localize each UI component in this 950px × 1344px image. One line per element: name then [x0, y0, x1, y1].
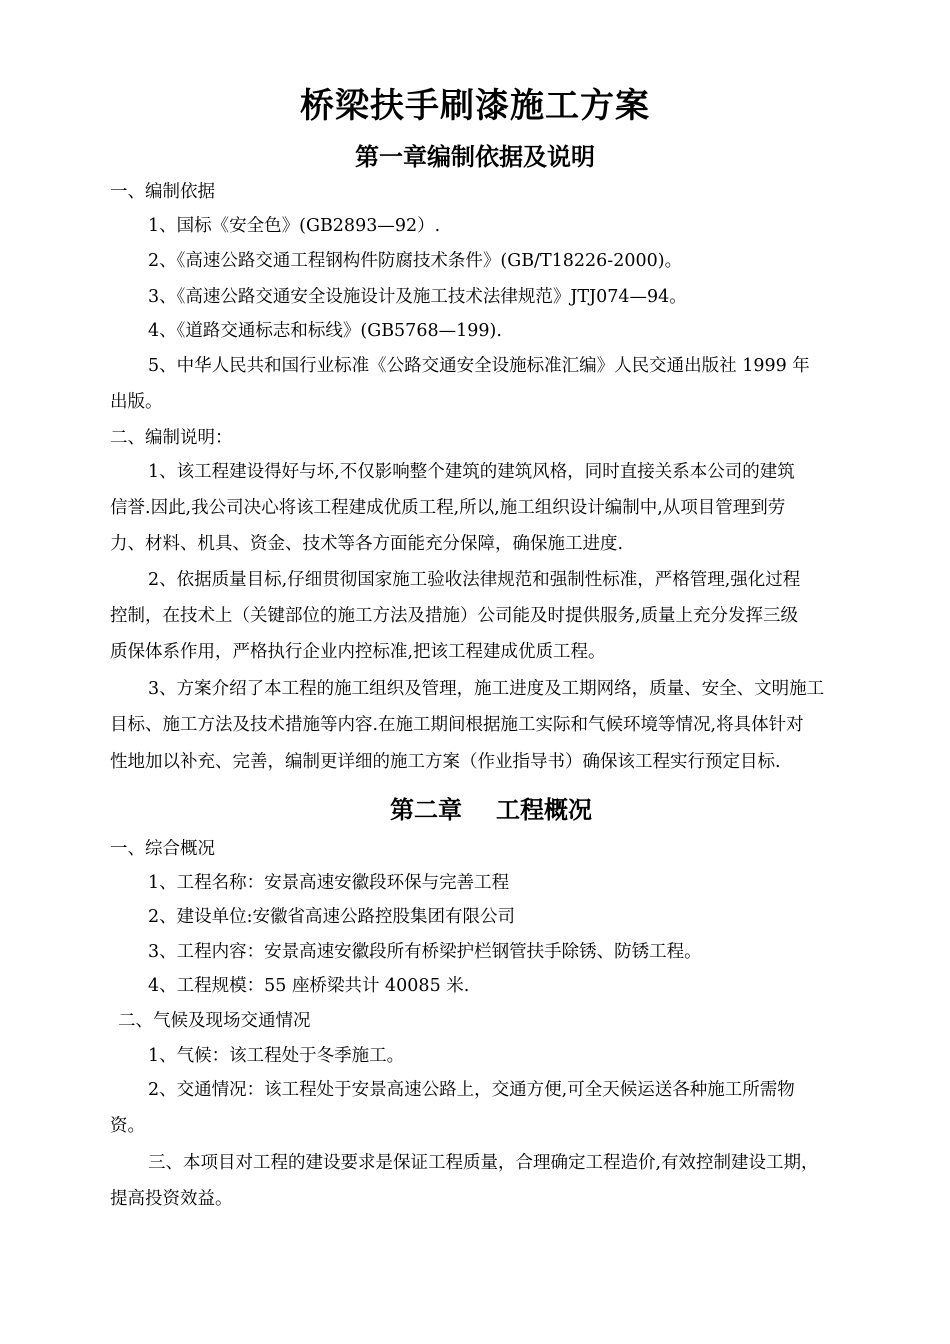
chapter2-heading-number: 第二章 [390, 796, 462, 824]
paragraph-line: 信誉.因此,我公司决心将该工程建成优质工程,所以,施工组织设计编制中,从项目管理到劳 [110, 498, 786, 518]
list-item-continuation: 资。 [110, 1116, 145, 1136]
section-title: 一、综合概况 [110, 839, 215, 859]
paragraph-line: 3、方案介绍了本工程的施工组织及管理，施工进度及工期网络，质量、安全、文明施工 [148, 679, 825, 699]
list-item-continuation: 出版。 [110, 392, 163, 412]
section-title: 二、编制说明： [110, 428, 233, 448]
list-item: 2、建设单位:安徽省高速公路控股集团有限公司 [148, 907, 516, 927]
paragraph-line: 性地加以补充、完善，编制更详细的施工方案（作业指导书）确保该工程实行预定目标. [110, 752, 781, 772]
list-item: 5、中华人民共和国行业标准《公路交通安全设施标准汇编》人民交通出版社 1999 年 [148, 356, 810, 376]
paragraph-line: 三、本项目对工程的建设要求是保证工程质量，合理确定工程造价,有效控制建设工期， [148, 1153, 819, 1173]
list-item: 1、工程名称：安景高速安徽段环保与完善工程 [148, 873, 510, 893]
list-item: 1、气候：该工程处于冬季施工。 [148, 1046, 405, 1066]
chapter2-heading-text: 工程概况 [496, 796, 592, 824]
list-item: 4、《道路交通标志和标线》(GB5768—199). [148, 321, 502, 341]
chapter2-heading [16, 793, 950, 827]
list-item: 3、《高速公路交通安全设施设计及施工技术法律规范》JTJ074—94。 [148, 287, 687, 307]
paragraph-line: 2、依据质量目标,仔细贯彻国家施工验收法律规范和强制性标准，严格管理,强化过程 [148, 570, 801, 590]
paragraph-line: 力、材料、机具、资金、技术等各方面能充分保障，确保施工进度. [110, 534, 624, 554]
list-item: 2、《高速公路交通工程钢构件防腐技术条件》(GB/T18226-2000)。 [148, 251, 683, 271]
paragraph-line: 目标、施工方法及技术措施等内容.在施工期间根据施工实际和气候环境等情况,将具体针对 [110, 715, 804, 735]
list-item: 2、交通情况：该工程处于安景高速公路上，交通方便,可全天候运送各种施工所需物 [148, 1080, 795, 1100]
list-item: 3、工程内容：安景高速安徽段所有桥梁护栏钢管扶手除锈、防锈工程。 [148, 942, 702, 962]
section-title: 二、气候及现场交通情况 [118, 1011, 311, 1031]
list-item: 4、工程规模：55 座桥梁共计 40085 米. [148, 976, 470, 996]
paragraph-line: 质保体系作用，严格执行企业内控标准,把该工程建成优质工程。 [110, 642, 606, 662]
paragraph-line: 1、该工程建设得好与坏,不仅影响整个建筑的建筑风格，同时直接关系本公司的建筑 [148, 462, 795, 482]
paragraph-line: 提高投资效益。 [110, 1189, 233, 1209]
paragraph-line: 控制，在技术上（关键部位的施工方法及措施）公司能及时提供服务,质量上充分发挥三级 [110, 606, 799, 626]
chapter1-heading: 第一章编制依据及说明 [355, 143, 595, 171]
section-title: 一、编制依据 [110, 182, 215, 202]
list-item: 1、国标《安全色》(GB2893—92）. [148, 216, 441, 236]
document-title: 桥梁扶手刷漆施工方案 [300, 86, 650, 126]
